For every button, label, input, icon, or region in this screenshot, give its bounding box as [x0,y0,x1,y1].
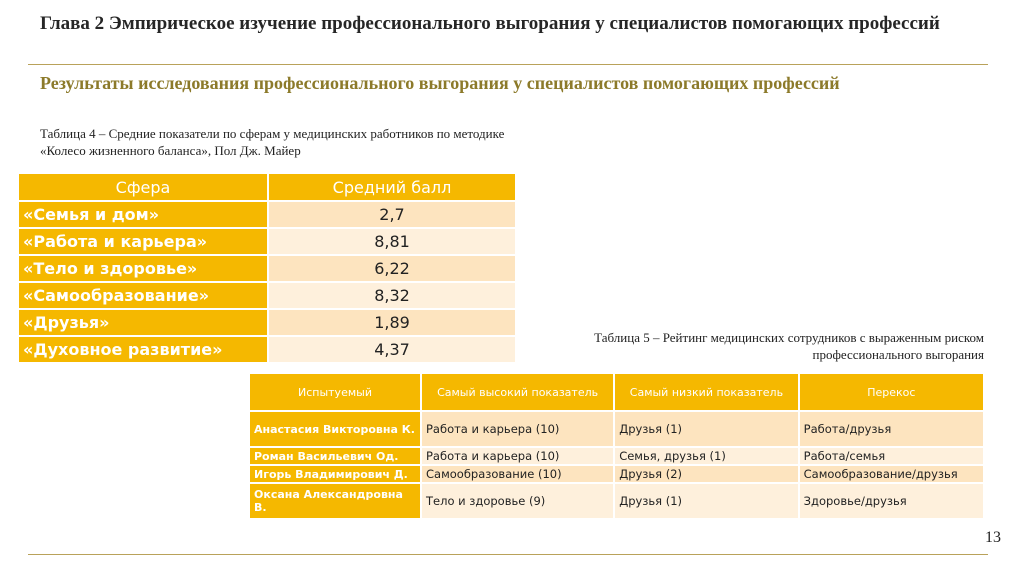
sphere-label: «Друзья» [18,309,268,336]
sphere-label: «Самообразование» [18,282,268,309]
table-row [249,483,984,519]
table5-header-lowest: Самый низкий показатель [614,373,798,411]
table-row [18,282,516,309]
table5-header-row [249,373,984,411]
subject-name: Оксана Александровна В. [249,483,421,519]
skew-value: Самообразование/друзья [799,465,984,483]
skew-value: Работа/семья [799,447,984,465]
highest-score: Работа и карьера (10) [421,447,614,465]
table5-header-skew: Перекос [799,373,984,411]
sphere-score: 6,22 [268,255,516,282]
table-row [18,201,516,228]
table-row [249,411,984,447]
table-row [249,465,984,483]
top-divider [28,64,988,65]
subject-name: Анастасия Викторовна К. [249,411,421,447]
table4-header-row [18,173,516,201]
chapter-heading: Глава 2 Эмпирическое изучение профессионального выгорания у специалистов помогающих профессий [40,13,940,34]
subject-name: Роман Васильевич Од. [249,447,421,465]
lowest-score: Друзья (1) [614,483,798,519]
section-subtitle: Результаты исследования профессионального выгорания у специалистов помогающих профессий [40,73,840,93]
highest-score: Тело и здоровье (9) [421,483,614,519]
table-row [249,447,984,465]
table4-header-sphere: Сфера [18,173,268,201]
sphere-label: «Тело и здоровье» [18,255,268,282]
table4-caption: Таблица 4 – Средние показатели по сферам у медицинских работников по методике «Колесо жизненного баланса», Пол Дж. Майер [40,126,505,158]
skew-value: Здоровье/друзья [799,483,984,519]
table-row [18,336,516,363]
lowest-score: Друзья (2) [614,465,798,483]
subject-name: Игорь Владимирович Д. [249,465,421,483]
sphere-score: 2,7 [268,201,516,228]
lowest-score: Семья, друзья (1) [614,447,798,465]
lowest-score: Друзья (1) [614,411,798,447]
table4-header-score: Средний балл [268,173,516,201]
sphere-label: «Работа и карьера» [18,228,268,255]
table-row [18,255,516,282]
sphere-label: «Духовное развитие» [18,336,268,363]
table5-header-highest: Самый высокий показатель [421,373,614,411]
page-number: 13 [985,529,1001,546]
sphere-score: 1,89 [268,309,516,336]
table-row [18,228,516,255]
sphere-score: 4,37 [268,336,516,363]
highest-score: Самообразование (10) [421,465,614,483]
highest-score: Работа и карьера (10) [421,411,614,447]
table5-header-subject: Испытуемый [249,373,421,411]
bottom-divider [28,554,988,555]
sphere-score: 8,32 [268,282,516,309]
table-row [18,309,516,336]
table5-caption: Таблица 5 – Рейтинг медицинских сотрудников с выраженным риском профессионального выгорания [594,330,984,362]
table4-sphere-scores [17,172,517,364]
table5-burnout-rating [248,372,985,520]
sphere-label: «Семья и дом» [18,201,268,228]
sphere-score: 8,81 [268,228,516,255]
skew-value: Работа/друзья [799,411,984,447]
